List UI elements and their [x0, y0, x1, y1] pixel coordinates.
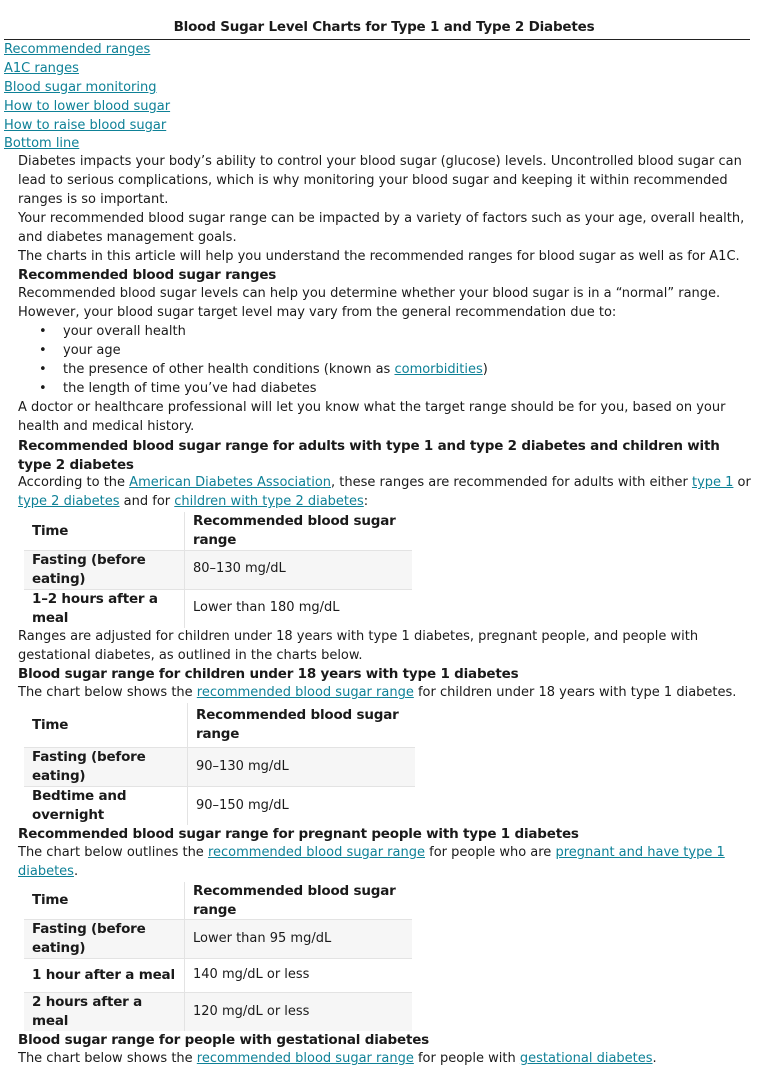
intro-text: or	[733, 475, 751, 491]
section1-paragraph-1: Recommended blood sugar levels can help you determine whether your blood sugar is in a “normal” range.	[18, 286, 721, 302]
table-of-contents	[4, 41, 170, 154]
type-2-diabetes-link[interactable]: type 2 diabetes	[18, 494, 120, 510]
table-header-row	[24, 703, 415, 748]
table-cell-range: Lower than 95 mg/dL	[185, 920, 413, 959]
table-row	[24, 748, 415, 787]
table-header-time: Time	[32, 892, 69, 909]
section1-paragraph-3: A doctor or healthcare professional will let you know what the target range should be for you, based on your health and medical history.	[18, 399, 726, 434]
table-cell-time: Fasting (before eating)	[24, 920, 185, 959]
section3-intro	[18, 684, 753, 703]
table-header-range: Recommended blood sugar range	[185, 512, 413, 550]
children-range-table	[24, 703, 415, 825]
section-heading-adults: Recommended blood sugar range for adults with type 1 and type 2 diabetes and children with type 2 diabetes	[18, 437, 720, 473]
intro-text: According to the	[18, 475, 130, 491]
recommended-range-link[interactable]: recommended blood sugar range	[196, 685, 414, 701]
factor-list	[18, 323, 753, 399]
table-row	[24, 551, 412, 590]
section2-intro	[18, 474, 753, 512]
intro-text: The chart below shows the	[18, 1050, 197, 1066]
table-cell-time: Fasting (before eating)	[24, 551, 185, 590]
recommended-range-link[interactable]: recommended blood sugar range	[196, 1050, 414, 1066]
title-divider	[4, 39, 750, 40]
type-1-link[interactable]: type 1	[691, 475, 734, 491]
intro-text: .	[73, 863, 79, 879]
recommended-range-link[interactable]: recommended blood sugar range	[207, 844, 425, 860]
list-item: • your age	[63, 342, 753, 361]
list-item: • your overall health	[63, 323, 753, 342]
table-header-range: Recommended blood sugar range	[188, 703, 416, 748]
pregnant-type-1-link[interactable]: pregnant and have type 1 diabetes	[18, 844, 725, 879]
toc-link-recommended-ranges[interactable]: Recommended ranges	[4, 42, 151, 57]
table-cell-range: 140 mg/dL or less	[185, 959, 413, 993]
intro-text: The chart below outlines the	[18, 844, 208, 860]
section2-note: Ranges are adjusted for children under 18 years with type 1 diabetes, pregnant people, and people with gestational diabetes, as outlined in the charts below.	[18, 628, 699, 663]
table-cell-time: 1 hour after a meal	[24, 959, 185, 993]
section1-paragraph-2: However, your blood sugar target level may vary from the general recommendation due to:	[18, 305, 617, 321]
intro-text: .	[652, 1050, 657, 1066]
table-header-time: Time	[32, 716, 69, 733]
list-item: • the length of time you’ve had diabetes	[63, 380, 753, 399]
table-header-range: Recommended blood sugar range	[185, 882, 413, 920]
children-type-2-link[interactable]: children with type 2 diabetes	[174, 494, 364, 510]
toc-link-bottom-line[interactable]: Bottom line	[4, 136, 80, 152]
pregnant-range-table	[24, 882, 412, 1031]
toc-link-a1c-ranges[interactable]: A1C ranges	[4, 60, 79, 76]
intro-paragraph-3: The charts in this article will help you understand the recommended ranges for blood sugar as well as for A1C.	[18, 248, 740, 264]
table-cell-time: 1–2 hours after a meal	[24, 589, 185, 627]
intro-text: for children under 18 years with type 1 diabetes.	[413, 685, 737, 701]
table-header-row	[24, 512, 412, 550]
ada-link[interactable]: American Diabetes Association	[129, 475, 332, 491]
section-heading-recommended-ranges: Recommended blood sugar ranges	[18, 267, 277, 284]
page-title: Blood Sugar Level Charts for Type 1 and Type 2 Diabetes	[173, 19, 595, 35]
table-row	[24, 993, 412, 1031]
table-cell-range: 120 mg/dL or less	[185, 993, 413, 1031]
intro-text: and for	[119, 494, 175, 510]
table-row	[24, 787, 415, 825]
table-header-row	[24, 882, 412, 920]
comorbidities-link[interactable]: comorbidities	[394, 361, 483, 377]
table-cell-time: Fasting (before eating)	[24, 748, 188, 787]
section-heading-children-type-1: Blood sugar range for children under 18 years with type 1 diabetes	[18, 666, 519, 683]
toc-link-blood-sugar-monitoring[interactable]: Blood sugar monitoring	[4, 79, 157, 95]
section5-intro	[18, 1050, 753, 1069]
gestational-diabetes-link[interactable]: gestational diabetes	[519, 1050, 653, 1066]
toc-link-raise-blood-sugar[interactable]: How to raise blood sugar	[4, 117, 167, 133]
table-cell-range: 80–130 mg/dL	[185, 551, 413, 590]
table-header-time: Time	[32, 522, 69, 539]
table-cell-range: 90–130 mg/dL	[188, 748, 416, 787]
article-body	[18, 153, 753, 1069]
adults-range-table	[24, 512, 412, 627]
intro-text: for people with	[413, 1050, 520, 1066]
list-item-text: the presence of other health conditions (known as	[63, 361, 395, 377]
table-row	[24, 589, 412, 627]
section-heading-gestational: Blood sugar range for people with gestational diabetes	[18, 1032, 430, 1049]
table-row	[24, 920, 412, 959]
section4-intro	[18, 844, 753, 882]
intro-paragraph-2: Your recommended blood sugar range can be impacted by a variety of factors such as your age, overall health, and diabetes management goals.	[18, 210, 745, 245]
intro-text: for people who are	[424, 844, 556, 860]
toc-link-lower-blood-sugar[interactable]: How to lower blood sugar	[4, 98, 171, 114]
table-row	[24, 959, 412, 993]
list-item-text: )	[482, 361, 488, 377]
intro-text: The chart below shows the	[18, 685, 197, 701]
table-cell-time: 2 hours after a meal	[24, 993, 185, 1031]
intro-paragraph-1: Diabetes impacts your body’s ability to control your blood sugar (glucose) levels. Uncontrolled blood sugar can lead to serious complications, which is why monitoring your blood sugar and keeping it within recommended ranges is so important.	[18, 154, 742, 207]
intro-text: , these ranges are recommended for adults with either	[331, 475, 692, 491]
table-cell-time: Bedtime and overnight	[24, 787, 188, 825]
section-heading-pregnant-type-1: Recommended blood sugar range for pregnant people with type 1 diabetes	[18, 825, 579, 842]
list-item	[63, 361, 753, 380]
intro-text: :	[363, 494, 369, 510]
table-cell-range: 90–150 mg/dL	[188, 787, 416, 825]
table-cell-range: Lower than 180 mg/dL	[185, 589, 413, 627]
